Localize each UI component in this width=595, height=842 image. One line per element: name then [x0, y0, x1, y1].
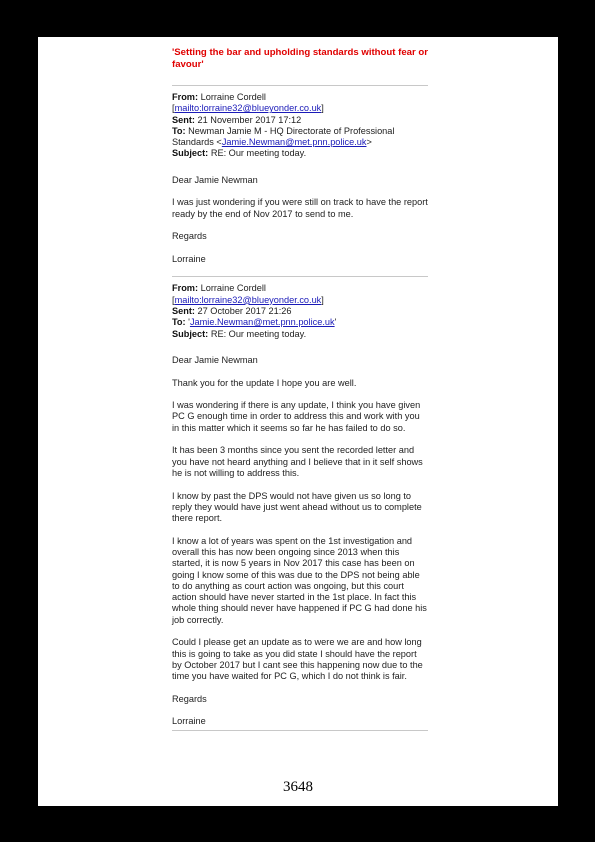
- paragraph: Lorraine: [172, 716, 206, 727]
- to-label: To:: [172, 125, 186, 136]
- from-mailto-line: [172, 295, 428, 306]
- angle-close: >: [366, 137, 372, 148]
- to-label: To:: [172, 317, 186, 328]
- subject-label: Subject:: [172, 328, 209, 339]
- paragraph: It has been 3 months since you sent the recorded letter and you have not heard anything and I believe that in it self shows he is not willing to address this.: [172, 445, 423, 478]
- paragraph: Regards: [172, 693, 207, 704]
- paragraph: Thank you for the update I hope you are well.: [172, 377, 357, 388]
- from-label: From:: [172, 92, 199, 102]
- paragraph: I know a lot of years was spent on the 1st investigation and overall this has now been ongoing since 2013 when this started, it is now 5 years in Nov 2017 this case has been on going I know some of this was due to the DPS not being able to do anything as court action was ongoing, but this court action should have never started in the 1st place. In fact this whole thing should never have happened if PC G had done his job correctly.: [172, 535, 427, 625]
- divider: [172, 730, 428, 731]
- paragraph: Dear Jamie Newman: [172, 174, 258, 185]
- spacer: [172, 160, 428, 175]
- email-header-2: [172, 283, 428, 339]
- from-name: Lorraine Cordell: [200, 283, 266, 294]
- bracket-close: ]: [321, 294, 324, 305]
- email-body-1: [172, 175, 428, 265]
- sent-label: Sent:: [172, 114, 195, 125]
- spacer: [172, 340, 428, 355]
- bracket-open: [: [172, 103, 175, 114]
- subject-text: RE: Our meeting today.: [210, 328, 307, 339]
- quote-close: ': [334, 317, 337, 328]
- subject-label: Subject:: [172, 148, 209, 159]
- paragraph: I was wondering if there is any update, I think you have given PC G enough time in order to address this and work with you in this matter which it seems so far he has failed to do so.: [172, 400, 421, 433]
- sent-label: Sent:: [172, 306, 195, 317]
- from-line: [172, 92, 428, 103]
- mailto-link[interactable]: mailto:lorraine32@blueyonder.co.uk: [174, 103, 322, 114]
- paragraph: I know by past the DPS would not have given us so long to reply they would have just went ahead without us to complete there report.: [172, 490, 422, 524]
- divider: [172, 85, 428, 86]
- paragraph: Regards: [172, 231, 207, 242]
- paragraph: Lorraine: [172, 253, 206, 264]
- bracket-open: [: [172, 294, 175, 305]
- from-line: [172, 283, 428, 294]
- sent-line: [172, 115, 428, 126]
- subject-line: [172, 148, 428, 159]
- subject-line: [172, 329, 428, 340]
- paragraph: Could I please get an update as to were we are and how long this is going to take as you did state I should have the report by October 2017 but I cant see this happening now due to the time you have waited for PC G, which I do not think is fair.: [172, 637, 423, 682]
- to-line: [172, 317, 428, 328]
- bracket-close: ]: [321, 103, 324, 114]
- divider: [172, 276, 428, 277]
- page-number: 3648: [283, 779, 313, 795]
- sent-date: 27 October 2017 21:26: [197, 306, 292, 317]
- email-thread: [172, 47, 428, 737]
- tagline: 'Setting the bar and upholding standards without fear or favour': [172, 47, 428, 70]
- document-page: [38, 37, 558, 806]
- recipient-email-link[interactable]: Jamie.Newman@met.pnn.police.uk: [189, 317, 335, 328]
- from-mailto-line: [172, 103, 428, 114]
- from-name: Lorraine Cordell: [200, 92, 266, 102]
- email-body-2: [172, 355, 428, 728]
- sent-date: 21 November 2017 17:12: [197, 114, 302, 125]
- to-recipient: Newman Jamie M - HQ Directorate of Professional Standards <: [172, 125, 395, 148]
- paragraph: I was just wondering if you were still on track to have the report ready by the end of Nov 2017 to send to me.: [172, 197, 428, 219]
- to-line: [172, 126, 428, 149]
- sent-line: [172, 306, 428, 317]
- recipient-email-link[interactable]: Jamie.Newman@met.pnn.police.uk: [221, 137, 367, 148]
- quote-open: ': [188, 317, 190, 328]
- paragraph: Dear Jamie Newman: [172, 354, 258, 365]
- mailto-link[interactable]: mailto:lorraine32@blueyonder.co.uk: [174, 294, 322, 305]
- subject-text: RE: Our meeting today.: [210, 148, 307, 159]
- email-header-1: [172, 92, 428, 160]
- from-label: From:: [172, 283, 199, 294]
